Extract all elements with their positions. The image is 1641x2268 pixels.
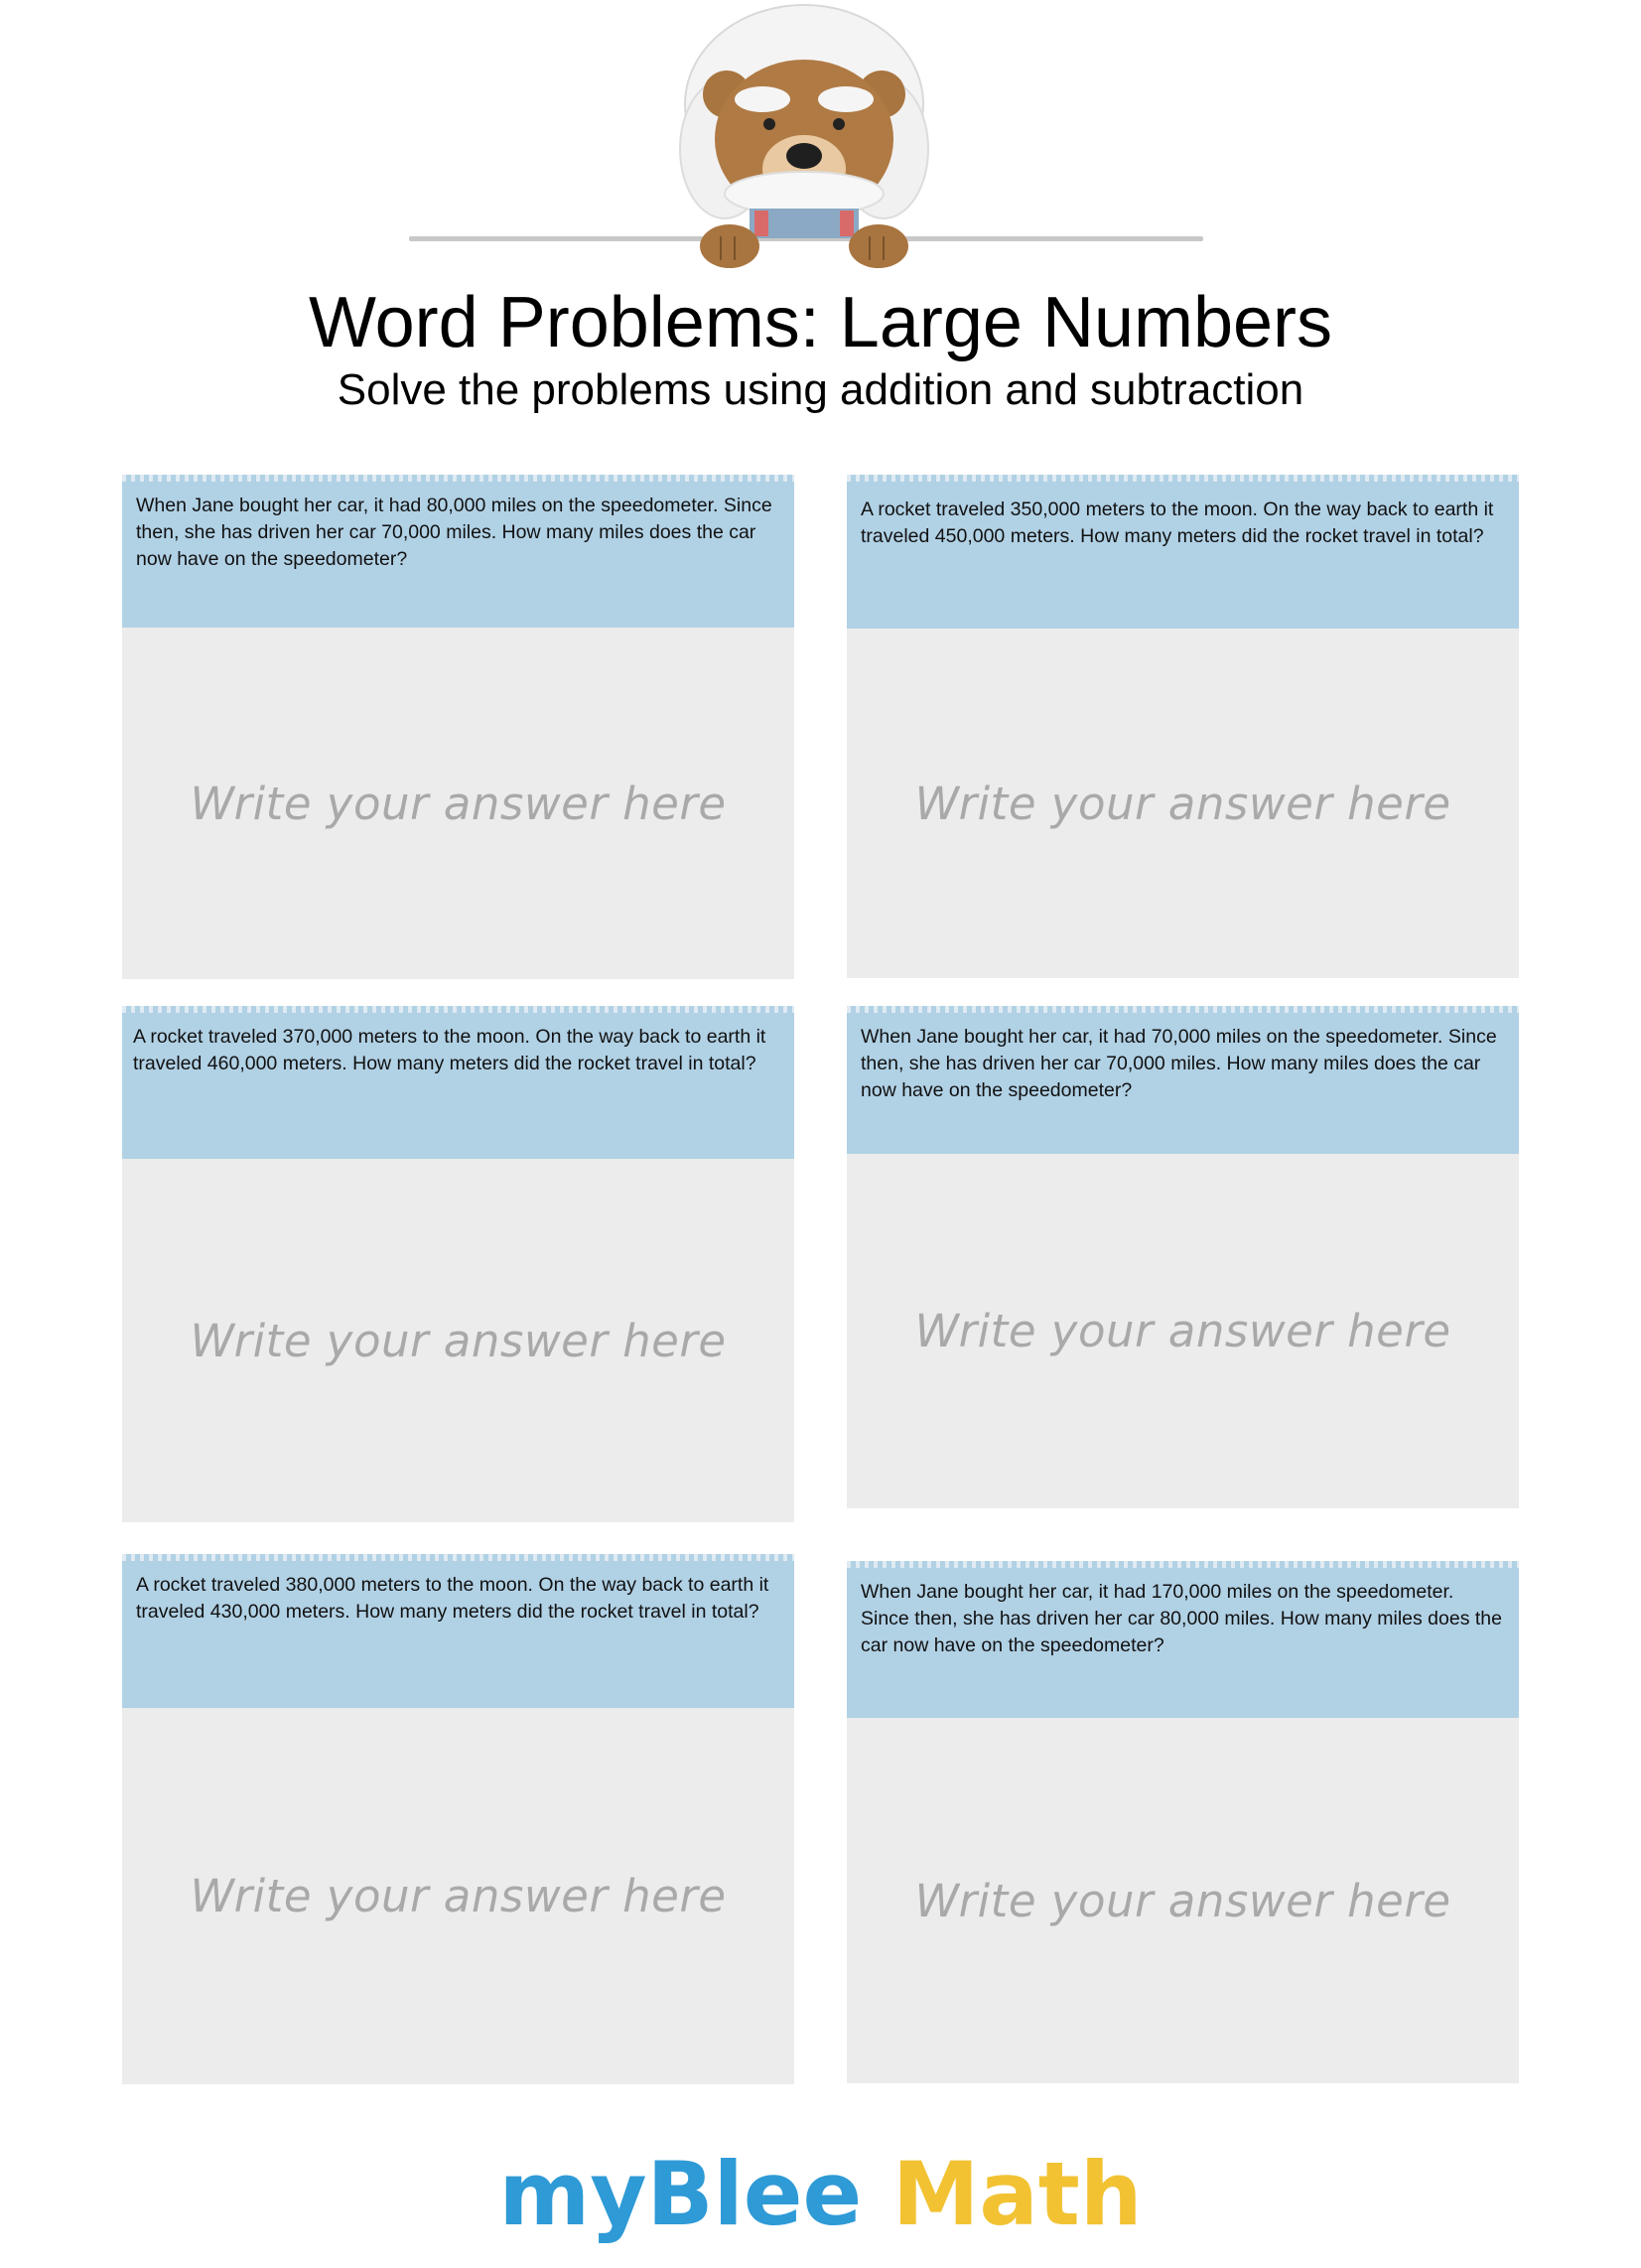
problem-card bbox=[847, 1006, 1519, 1508]
bear-mascot-icon bbox=[635, 0, 973, 273]
brand-logo bbox=[0, 2145, 1641, 2244]
problem-question: A rocket traveled 350,000 meters to the moon. On the way back to earth it traveled 450,000 meters. How many meters did the rocket travel in total? bbox=[847, 475, 1519, 629]
logo-text-myblee: myBlee bbox=[498, 2143, 863, 2245]
problem-card bbox=[847, 475, 1519, 978]
answer-box[interactable]: Write your answer here bbox=[122, 628, 794, 979]
problem-card bbox=[122, 1006, 794, 1522]
page-title: Word Problems: Large Numbers bbox=[308, 283, 1333, 362]
answer-box[interactable]: Write your answer here bbox=[847, 1154, 1519, 1508]
answer-box[interactable]: Write your answer here bbox=[122, 1159, 794, 1522]
problem-card bbox=[122, 1554, 794, 2084]
answer-box[interactable]: Write your answer here bbox=[847, 629, 1519, 978]
answer-box[interactable]: Write your answer here bbox=[847, 1718, 1519, 2083]
answer-box[interactable]: Write your answer here bbox=[122, 1708, 794, 2084]
problem-question: A rocket traveled 370,000 meters to the moon. On the way back to earth it traveled 460,000 meters. How many meters did the rocket travel in total? bbox=[122, 1006, 794, 1159]
problem-card bbox=[847, 1561, 1519, 2083]
problem-question: When Jane bought her car, it had 70,000 miles on the speedometer. Since then, she has driven her car 70,000 miles. How many miles does the car now have on the speedometer? bbox=[847, 1006, 1519, 1154]
page-subtitle: Solve the problems using addition and subtraction bbox=[337, 365, 1304, 414]
problem-question: When Jane bought her car, it had 170,000 miles on the speedometer. Since then, she has driven her car 80,000 miles. How many miles does the car now have on the speedometer? bbox=[847, 1561, 1519, 1718]
logo-text-math: Math bbox=[891, 2143, 1143, 2245]
problem-question: A rocket traveled 380,000 meters to the moon. On the way back to earth it traveled 430,000 meters. How many meters did the rocket travel in total? bbox=[122, 1554, 794, 1708]
problem-card bbox=[122, 475, 794, 979]
problem-question: When Jane bought her car, it had 80,000 miles on the speedometer. Since then, she has driven her car 70,000 miles. How many miles does the car now have on the speedometer? bbox=[122, 475, 794, 628]
header-illustration bbox=[0, 0, 1641, 278]
